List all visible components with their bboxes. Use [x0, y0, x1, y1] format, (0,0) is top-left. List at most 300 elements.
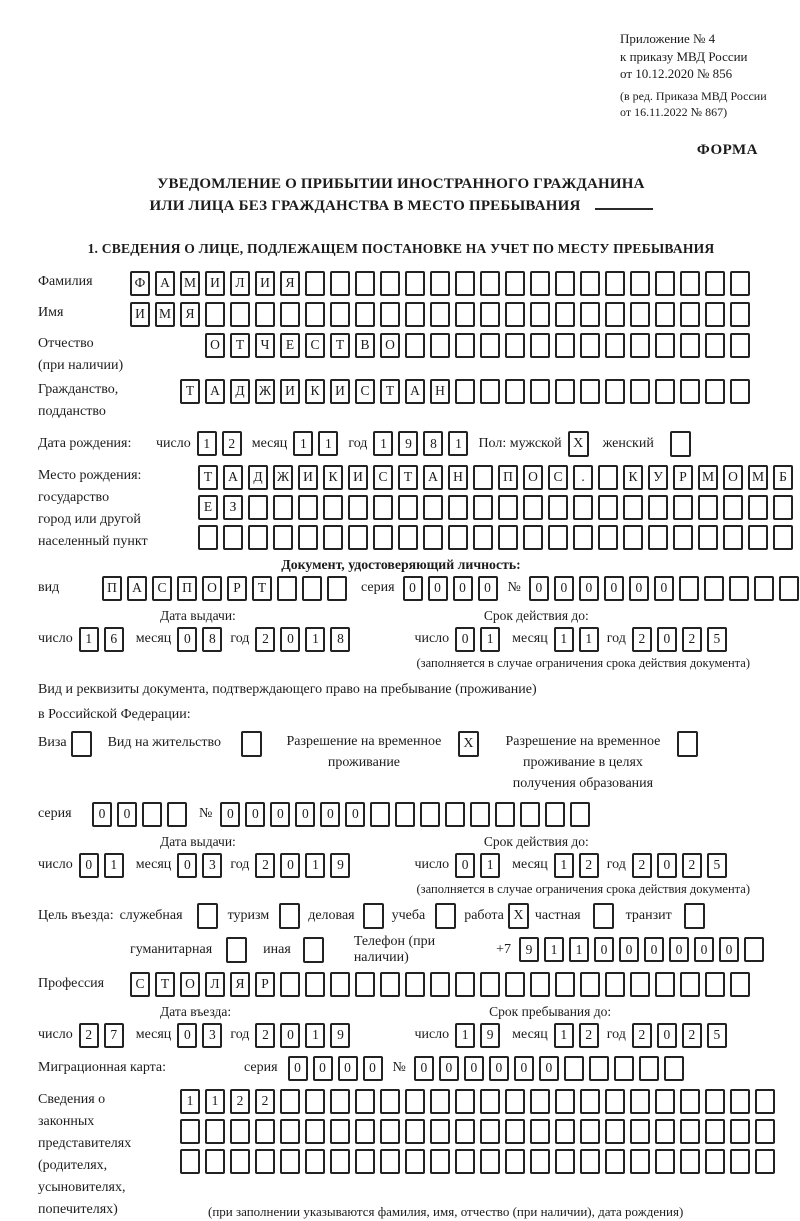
- char-cell[interactable]: [730, 1149, 750, 1174]
- char-cell[interactable]: [298, 525, 318, 550]
- purpose-commercial-checkbox[interactable]: [363, 903, 384, 929]
- char-cell[interactable]: Я: [230, 972, 250, 997]
- char-cell[interactable]: 0: [554, 576, 574, 601]
- char-cell[interactable]: [455, 1149, 475, 1174]
- char-cell[interactable]: [630, 333, 650, 358]
- char-cell[interactable]: 0: [177, 627, 197, 652]
- char-cell[interactable]: 1: [554, 627, 574, 652]
- char-cell[interactable]: Я: [180, 302, 200, 327]
- char-cell[interactable]: К: [623, 465, 643, 490]
- char-cell[interactable]: [730, 1089, 750, 1114]
- char-cell[interactable]: [223, 525, 243, 550]
- char-cell[interactable]: 0: [719, 937, 739, 962]
- char-cell[interactable]: [327, 576, 347, 601]
- char-cell[interactable]: 0: [455, 853, 475, 878]
- char-cell[interactable]: [430, 302, 450, 327]
- char-cell[interactable]: 1: [318, 431, 338, 456]
- char-cell[interactable]: 0: [694, 937, 714, 962]
- char-cell[interactable]: 0: [280, 627, 300, 652]
- char-cell[interactable]: 0: [177, 853, 197, 878]
- char-cell[interactable]: [630, 1089, 650, 1114]
- char-cell[interactable]: [705, 379, 725, 404]
- char-cell[interactable]: [548, 495, 568, 520]
- char-cell[interactable]: Т: [398, 465, 418, 490]
- char-cell[interactable]: 0: [345, 802, 365, 827]
- char-cell[interactable]: Ж: [273, 465, 293, 490]
- char-cell[interactable]: [673, 495, 693, 520]
- char-cell[interactable]: И: [298, 465, 318, 490]
- char-cell[interactable]: [455, 379, 475, 404]
- char-cell[interactable]: А: [205, 379, 225, 404]
- char-cell[interactable]: [355, 1089, 375, 1114]
- char-cell[interactable]: 1: [305, 1023, 325, 1048]
- char-cell[interactable]: О: [723, 465, 743, 490]
- char-cell[interactable]: [380, 1149, 400, 1174]
- char-cell[interactable]: [680, 379, 700, 404]
- char-cell[interactable]: [480, 1119, 500, 1144]
- char-cell[interactable]: 2: [579, 1023, 599, 1048]
- char-cell[interactable]: 0: [478, 576, 498, 601]
- char-cell[interactable]: [655, 302, 675, 327]
- char-cell[interactable]: 0: [657, 627, 677, 652]
- char-cell[interactable]: [280, 1089, 300, 1114]
- char-cell[interactable]: [748, 495, 768, 520]
- char-cell[interactable]: 0: [489, 1056, 509, 1081]
- char-cell[interactable]: 8: [330, 627, 350, 652]
- char-cell[interactable]: Л: [205, 972, 225, 997]
- char-cell[interactable]: [530, 379, 550, 404]
- char-cell[interactable]: [679, 576, 699, 601]
- char-cell[interactable]: К: [305, 379, 325, 404]
- char-cell[interactable]: П: [498, 465, 518, 490]
- char-cell[interactable]: [205, 1149, 225, 1174]
- char-cell[interactable]: [705, 1089, 725, 1114]
- char-cell[interactable]: [480, 379, 500, 404]
- char-cell[interactable]: 0: [619, 937, 639, 962]
- purpose-business-checkbox[interactable]: [197, 903, 218, 929]
- char-cell[interactable]: [405, 1119, 425, 1144]
- char-cell[interactable]: [302, 576, 322, 601]
- char-cell[interactable]: 1: [448, 431, 468, 456]
- char-cell[interactable]: С: [305, 333, 325, 358]
- char-cell[interactable]: [330, 271, 350, 296]
- char-cell[interactable]: [423, 525, 443, 550]
- char-cell[interactable]: 2: [255, 853, 275, 878]
- char-cell[interactable]: [705, 302, 725, 327]
- char-cell[interactable]: 1: [544, 937, 564, 962]
- char-cell[interactable]: 0: [464, 1056, 484, 1081]
- char-cell[interactable]: [348, 525, 368, 550]
- char-cell[interactable]: 1: [569, 937, 589, 962]
- char-cell[interactable]: [605, 271, 625, 296]
- char-cell[interactable]: [480, 302, 500, 327]
- char-cell[interactable]: 0: [403, 576, 423, 601]
- purpose-study-checkbox[interactable]: [435, 903, 456, 929]
- char-cell[interactable]: [480, 333, 500, 358]
- char-cell[interactable]: [705, 972, 725, 997]
- char-cell[interactable]: [430, 1089, 450, 1114]
- char-cell[interactable]: [230, 1119, 250, 1144]
- char-cell[interactable]: Ф: [130, 271, 150, 296]
- char-cell[interactable]: П: [102, 576, 122, 601]
- char-cell[interactable]: [755, 1089, 775, 1114]
- sex-male-checkbox[interactable]: X: [568, 431, 589, 457]
- char-cell[interactable]: [395, 802, 415, 827]
- char-cell[interactable]: И: [280, 379, 300, 404]
- char-cell[interactable]: [373, 495, 393, 520]
- char-cell[interactable]: [530, 972, 550, 997]
- char-cell[interactable]: Т: [330, 333, 350, 358]
- char-cell[interactable]: [498, 525, 518, 550]
- char-cell[interactable]: [580, 271, 600, 296]
- char-cell[interactable]: И: [330, 379, 350, 404]
- char-cell[interactable]: [623, 525, 643, 550]
- char-cell[interactable]: В: [355, 333, 375, 358]
- char-cell[interactable]: [142, 802, 162, 827]
- char-cell[interactable]: [605, 1089, 625, 1114]
- char-cell[interactable]: [373, 525, 393, 550]
- char-cell[interactable]: [655, 972, 675, 997]
- char-cell[interactable]: 1: [455, 1023, 475, 1048]
- char-cell[interactable]: Б: [773, 465, 793, 490]
- char-cell[interactable]: [530, 1119, 550, 1144]
- char-cell[interactable]: [555, 302, 575, 327]
- char-cell[interactable]: 2: [255, 1089, 275, 1114]
- char-cell[interactable]: 5: [707, 627, 727, 652]
- char-cell[interactable]: [420, 802, 440, 827]
- visa-checkbox[interactable]: [71, 731, 92, 757]
- char-cell[interactable]: 0: [669, 937, 689, 962]
- char-cell[interactable]: [445, 802, 465, 827]
- char-cell[interactable]: 3: [202, 1023, 222, 1048]
- char-cell[interactable]: 0: [288, 1056, 308, 1081]
- char-cell[interactable]: 1: [480, 853, 500, 878]
- char-cell[interactable]: 0: [313, 1056, 333, 1081]
- char-cell[interactable]: [723, 495, 743, 520]
- char-cell[interactable]: 0: [338, 1056, 358, 1081]
- char-cell[interactable]: [455, 972, 475, 997]
- char-cell[interactable]: 0: [92, 802, 112, 827]
- char-cell[interactable]: [505, 1149, 525, 1174]
- char-cell[interactable]: [405, 302, 425, 327]
- char-cell[interactable]: Т: [380, 379, 400, 404]
- char-cell[interactable]: 1: [554, 853, 574, 878]
- char-cell[interactable]: И: [348, 465, 368, 490]
- char-cell[interactable]: [305, 1089, 325, 1114]
- char-cell[interactable]: 0: [117, 802, 137, 827]
- char-cell[interactable]: 1: [480, 627, 500, 652]
- char-cell[interactable]: [348, 495, 368, 520]
- purpose-work-checkbox[interactable]: X: [508, 903, 529, 929]
- char-cell[interactable]: [530, 271, 550, 296]
- char-cell[interactable]: [380, 1089, 400, 1114]
- char-cell[interactable]: Т: [155, 972, 175, 997]
- char-cell[interactable]: 0: [414, 1056, 434, 1081]
- char-cell[interactable]: [664, 1056, 684, 1081]
- char-cell[interactable]: 8: [423, 431, 443, 456]
- char-cell[interactable]: [744, 937, 764, 962]
- char-cell[interactable]: 1: [79, 627, 99, 652]
- char-cell[interactable]: 0: [657, 1023, 677, 1048]
- char-cell[interactable]: Д: [230, 379, 250, 404]
- char-cell[interactable]: [555, 379, 575, 404]
- char-cell[interactable]: [330, 1119, 350, 1144]
- char-cell[interactable]: С: [548, 465, 568, 490]
- char-cell[interactable]: М: [155, 302, 175, 327]
- char-cell[interactable]: 1: [554, 1023, 574, 1048]
- char-cell[interactable]: [555, 271, 575, 296]
- char-cell[interactable]: [455, 1089, 475, 1114]
- char-cell[interactable]: [730, 302, 750, 327]
- char-cell[interactable]: [530, 1149, 550, 1174]
- char-cell[interactable]: М: [180, 271, 200, 296]
- char-cell[interactable]: [520, 802, 540, 827]
- char-cell[interactable]: 0: [453, 576, 473, 601]
- char-cell[interactable]: [680, 1119, 700, 1144]
- char-cell[interactable]: [280, 302, 300, 327]
- char-cell[interactable]: [680, 1089, 700, 1114]
- char-cell[interactable]: [523, 525, 543, 550]
- char-cell[interactable]: [370, 802, 390, 827]
- char-cell[interactable]: [405, 972, 425, 997]
- char-cell[interactable]: [723, 525, 743, 550]
- char-cell[interactable]: 1: [197, 431, 217, 456]
- char-cell[interactable]: [280, 1119, 300, 1144]
- char-cell[interactable]: [580, 1149, 600, 1174]
- char-cell[interactable]: [673, 525, 693, 550]
- char-cell[interactable]: Е: [198, 495, 218, 520]
- char-cell[interactable]: [773, 525, 793, 550]
- char-cell[interactable]: 0: [280, 853, 300, 878]
- char-cell[interactable]: И: [205, 271, 225, 296]
- char-cell[interactable]: [430, 333, 450, 358]
- char-cell[interactable]: 0: [439, 1056, 459, 1081]
- char-cell[interactable]: О: [205, 333, 225, 358]
- char-cell[interactable]: А: [223, 465, 243, 490]
- char-cell[interactable]: 1: [104, 853, 124, 878]
- char-cell[interactable]: О: [202, 576, 222, 601]
- char-cell[interactable]: [305, 1149, 325, 1174]
- char-cell[interactable]: О: [380, 333, 400, 358]
- char-cell[interactable]: 0: [245, 802, 265, 827]
- char-cell[interactable]: [580, 379, 600, 404]
- char-cell[interactable]: [655, 1089, 675, 1114]
- char-cell[interactable]: [523, 495, 543, 520]
- char-cell[interactable]: [323, 525, 343, 550]
- char-cell[interactable]: [167, 802, 187, 827]
- char-cell[interactable]: 1: [205, 1089, 225, 1114]
- char-cell[interactable]: [380, 972, 400, 997]
- char-cell[interactable]: [198, 525, 218, 550]
- char-cell[interactable]: 0: [320, 802, 340, 827]
- purpose-humanitarian-checkbox[interactable]: [226, 937, 247, 963]
- char-cell[interactable]: 0: [644, 937, 664, 962]
- char-cell[interactable]: [480, 271, 500, 296]
- char-cell[interactable]: [705, 271, 725, 296]
- char-cell[interactable]: [605, 972, 625, 997]
- char-cell[interactable]: И: [255, 271, 275, 296]
- char-cell[interactable]: [545, 802, 565, 827]
- char-cell[interactable]: [648, 525, 668, 550]
- char-cell[interactable]: [705, 1119, 725, 1144]
- char-cell[interactable]: [630, 1149, 650, 1174]
- char-cell[interactable]: [598, 465, 618, 490]
- char-cell[interactable]: [248, 495, 268, 520]
- char-cell[interactable]: 1: [579, 627, 599, 652]
- char-cell[interactable]: [405, 333, 425, 358]
- char-cell[interactable]: [705, 1149, 725, 1174]
- char-cell[interactable]: [680, 1149, 700, 1174]
- char-cell[interactable]: 1: [305, 627, 325, 652]
- char-cell[interactable]: 2: [632, 853, 652, 878]
- char-cell[interactable]: [680, 271, 700, 296]
- char-cell[interactable]: Д: [248, 465, 268, 490]
- char-cell[interactable]: 1: [373, 431, 393, 456]
- char-cell[interactable]: 9: [330, 1023, 350, 1048]
- char-cell[interactable]: 0: [428, 576, 448, 601]
- char-cell[interactable]: [430, 271, 450, 296]
- char-cell[interactable]: [248, 525, 268, 550]
- char-cell[interactable]: [473, 525, 493, 550]
- char-cell[interactable]: [754, 576, 774, 601]
- char-cell[interactable]: [505, 271, 525, 296]
- char-cell[interactable]: [623, 495, 643, 520]
- char-cell[interactable]: 0: [629, 576, 649, 601]
- temporary-residence-education-checkbox[interactable]: [677, 731, 698, 757]
- char-cell[interactable]: 2: [682, 853, 702, 878]
- char-cell[interactable]: 0: [177, 1023, 197, 1048]
- char-cell[interactable]: [598, 495, 618, 520]
- char-cell[interactable]: [530, 333, 550, 358]
- char-cell[interactable]: [255, 302, 275, 327]
- char-cell[interactable]: [230, 1149, 250, 1174]
- char-cell[interactable]: [680, 333, 700, 358]
- char-cell[interactable]: [555, 1089, 575, 1114]
- char-cell[interactable]: 2: [79, 1023, 99, 1048]
- char-cell[interactable]: [455, 333, 475, 358]
- char-cell[interactable]: [205, 1119, 225, 1144]
- char-cell[interactable]: 0: [657, 853, 677, 878]
- char-cell[interactable]: 0: [79, 853, 99, 878]
- char-cell[interactable]: [680, 972, 700, 997]
- char-cell[interactable]: [630, 379, 650, 404]
- char-cell[interactable]: [405, 271, 425, 296]
- char-cell[interactable]: [580, 302, 600, 327]
- char-cell[interactable]: [455, 1119, 475, 1144]
- char-cell[interactable]: Р: [255, 972, 275, 997]
- char-cell[interactable]: [530, 302, 550, 327]
- char-cell[interactable]: [323, 495, 343, 520]
- title-blank-line[interactable]: [595, 196, 653, 210]
- char-cell[interactable]: [630, 271, 650, 296]
- char-cell[interactable]: [498, 495, 518, 520]
- char-cell[interactable]: [355, 1119, 375, 1144]
- char-cell[interactable]: [573, 525, 593, 550]
- char-cell[interactable]: [355, 1149, 375, 1174]
- char-cell[interactable]: [605, 1149, 625, 1174]
- char-cell[interactable]: [779, 576, 799, 601]
- char-cell[interactable]: 0: [579, 576, 599, 601]
- char-cell[interactable]: [495, 802, 515, 827]
- char-cell[interactable]: [480, 972, 500, 997]
- char-cell[interactable]: Т: [198, 465, 218, 490]
- char-cell[interactable]: Е: [280, 333, 300, 358]
- char-cell[interactable]: [330, 972, 350, 997]
- char-cell[interactable]: [305, 271, 325, 296]
- char-cell[interactable]: 2: [632, 627, 652, 652]
- char-cell[interactable]: [605, 1119, 625, 1144]
- char-cell[interactable]: 5: [707, 853, 727, 878]
- char-cell[interactable]: 0: [514, 1056, 534, 1081]
- char-cell[interactable]: [730, 1119, 750, 1144]
- char-cell[interactable]: У: [648, 465, 668, 490]
- char-cell[interactable]: [330, 1149, 350, 1174]
- char-cell[interactable]: С: [152, 576, 172, 601]
- char-cell[interactable]: А: [155, 271, 175, 296]
- char-cell[interactable]: 0: [654, 576, 674, 601]
- char-cell[interactable]: [730, 379, 750, 404]
- char-cell[interactable]: 2: [632, 1023, 652, 1048]
- char-cell[interactable]: [430, 1149, 450, 1174]
- char-cell[interactable]: [555, 972, 575, 997]
- residence-permit-checkbox[interactable]: [241, 731, 262, 757]
- char-cell[interactable]: 0: [363, 1056, 383, 1081]
- char-cell[interactable]: [580, 333, 600, 358]
- char-cell[interactable]: Я: [280, 271, 300, 296]
- char-cell[interactable]: Ж: [255, 379, 275, 404]
- char-cell[interactable]: [505, 972, 525, 997]
- char-cell[interactable]: 0: [295, 802, 315, 827]
- char-cell[interactable]: 8: [202, 627, 222, 652]
- char-cell[interactable]: [480, 1089, 500, 1114]
- char-cell[interactable]: [398, 525, 418, 550]
- char-cell[interactable]: [305, 1119, 325, 1144]
- char-cell[interactable]: [255, 1119, 275, 1144]
- char-cell[interactable]: [255, 1149, 275, 1174]
- char-cell[interactable]: Т: [252, 576, 272, 601]
- char-cell[interactable]: [730, 271, 750, 296]
- char-cell[interactable]: 2: [230, 1089, 250, 1114]
- char-cell[interactable]: [648, 495, 668, 520]
- char-cell[interactable]: М: [748, 465, 768, 490]
- char-cell[interactable]: Р: [673, 465, 693, 490]
- char-cell[interactable]: [355, 972, 375, 997]
- char-cell[interactable]: 3: [202, 853, 222, 878]
- char-cell[interactable]: [273, 525, 293, 550]
- char-cell[interactable]: К: [323, 465, 343, 490]
- char-cell[interactable]: С: [373, 465, 393, 490]
- char-cell[interactable]: [298, 495, 318, 520]
- char-cell[interactable]: С: [355, 379, 375, 404]
- char-cell[interactable]: [564, 1056, 584, 1081]
- char-cell[interactable]: И: [130, 302, 150, 327]
- char-cell[interactable]: 2: [222, 431, 242, 456]
- char-cell[interactable]: [630, 972, 650, 997]
- char-cell[interactable]: П: [177, 576, 197, 601]
- char-cell[interactable]: З: [223, 495, 243, 520]
- char-cell[interactable]: [630, 302, 650, 327]
- char-cell[interactable]: [555, 333, 575, 358]
- char-cell[interactable]: [405, 1089, 425, 1114]
- char-cell[interactable]: 0: [270, 802, 290, 827]
- char-cell[interactable]: [505, 379, 525, 404]
- char-cell[interactable]: Н: [430, 379, 450, 404]
- char-cell[interactable]: [505, 1089, 525, 1114]
- char-cell[interactable]: 2: [579, 853, 599, 878]
- char-cell[interactable]: [580, 1119, 600, 1144]
- char-cell[interactable]: [755, 1149, 775, 1174]
- char-cell[interactable]: 9: [398, 431, 418, 456]
